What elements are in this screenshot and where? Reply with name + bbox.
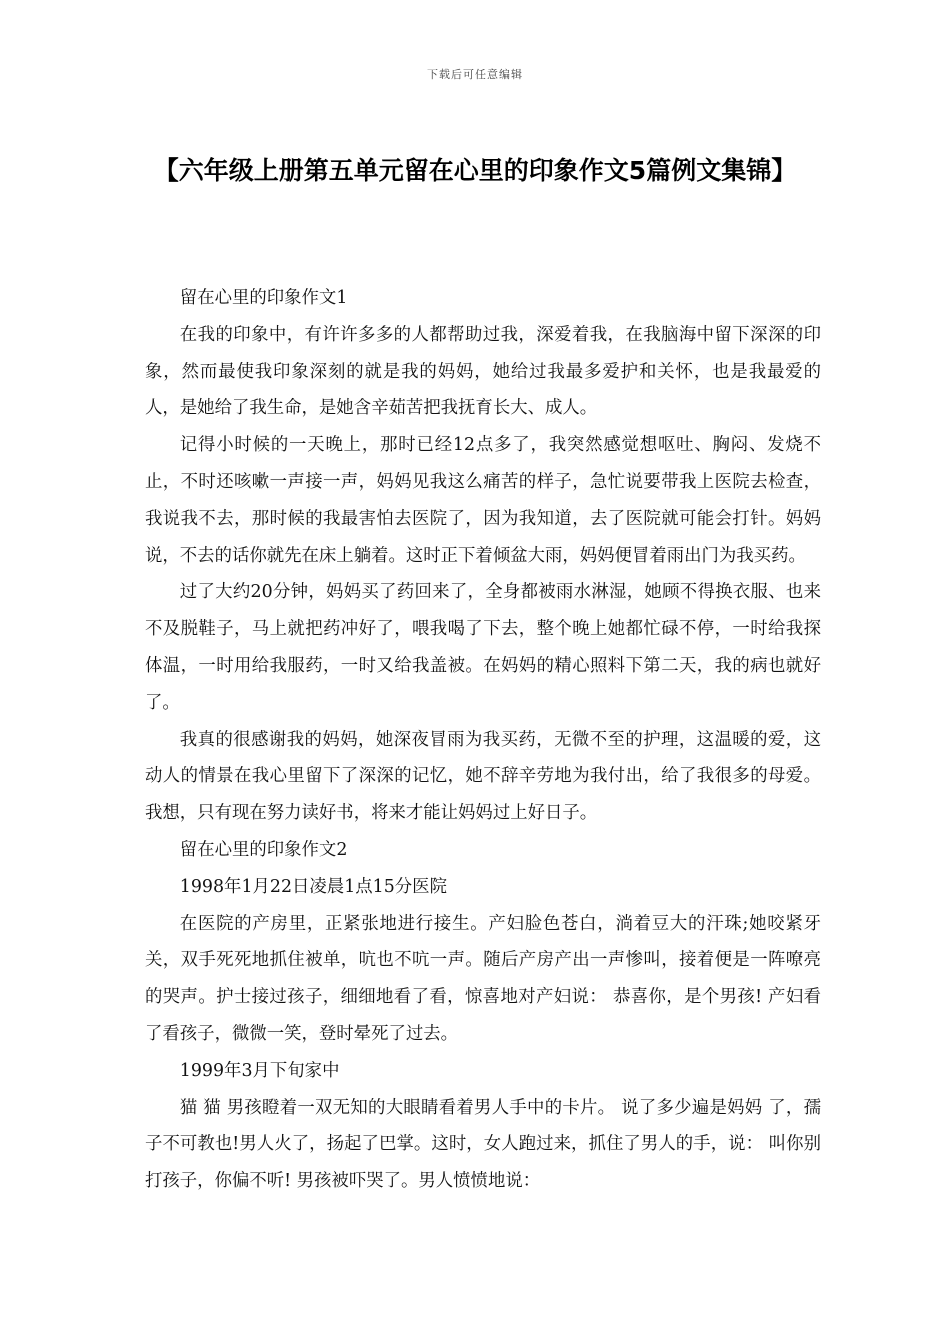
paragraph: 猫 猫 男孩瞪着一双无知的大眼睛看着男人手中的卡片。 说了多少遍是妈妈 了，孺子不可教也!男人火了，扬起了巴掌。这时，女人跑过来，抓住了男人的手，说： 叫你别打孩子，你偏不听! 男孩被吓哭了。男人愤愤地说： [145, 1097, 821, 1192]
paragraph: 在我的印象中，有许许多多的人都帮助过我，深爱着我，在我脑海中留下深深的印象，然而最使我印象深刻的就是我的妈妈，她给过我最多爱护和关怀，也是我最爱的人，是她给了我生命，是她含辛茹苦把我抚育长大、成人。 [145, 324, 821, 419]
document-title: 【六年级上册第五单元留在心里的印象作文5篇例文集锦】 [153, 156, 797, 185]
paragraph: 记得小时候的一天晚上，那时已经12点多了，我突然感觉想呕吐、胸闷、发烧不止，不时还咳嗽一声接一声，妈妈见我这么痛苦的样子，急忙说要带我上医院去检查，我说我不去，那时候的我最害怕去医院了，因为我知道，去了医院就可能会打针。妈妈说，不去的话你就先在床上躺着。这时正下着倾盆大雨，妈妈便冒着雨出门为我买药。 [145, 435, 821, 566]
paragraph: 过了大约20分钟，妈妈买了药回来了，全身都被雨水淋湿，她顾不得换衣服、也来不及脱鞋子，马上就把药冲好了，喂我喝了下去，整个晚上她都忙碌不停，一时给我探体温，一时用给我服药，一时又给我盖被。在妈妈的精心照料下第二天，我的病也就好了。 [145, 582, 821, 713]
header-note: 下载后可任意编辑 [427, 68, 523, 81]
paragraph: 在医院的产房里，正紧张地进行接生。产妇脸色苍白，淌着豆大的汗珠;她咬紧牙关，双手死死地抓住被单，吭也不吭一声。随后产房产出一声惨叫，接着便是一阵嘹亮的哭声。护士接过孩子，细细地看了看，惊喜地对产妇说： 恭喜你，是个男孩! 产妇看了看孩子，微微一笑，登时晕死了过去。 [145, 913, 821, 1044]
date-line: 1999年3月下旬家中 [179, 1060, 340, 1081]
paragraph: 我真的很感谢我的妈妈，她深夜冒雨为我买药，无微不至的护理，这温暖的爱，这动人的情景在我心里留下了深深的记忆，她不辞辛劳地为我付出，给了我很多的母爱。我想，只有现在努力读好书，将来才能让妈妈过上好日子。 [145, 729, 821, 824]
document-body [145, 280, 821, 1200]
section-heading-1: 留在心里的印象作文1 [179, 288, 348, 308]
date-line: 1998年1月22日凌晨1点15分医院 [179, 876, 447, 897]
section-heading-2: 留在心里的印象作文2 [179, 839, 348, 860]
